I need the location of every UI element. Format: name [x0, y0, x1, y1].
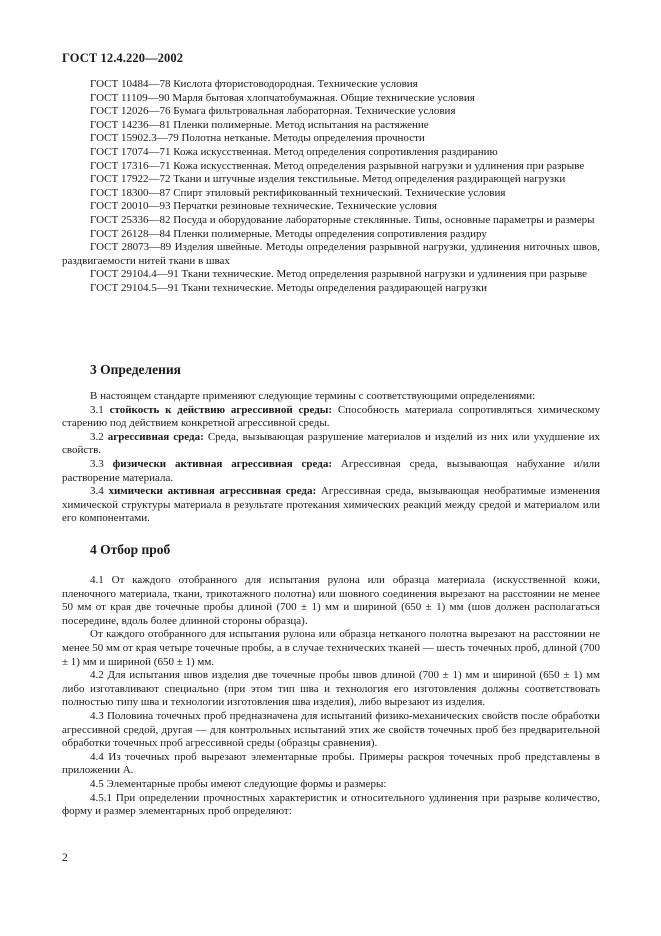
document-header: ГОСТ 12.4.220—2002: [62, 51, 184, 65]
definition-3-3: 3.3 физически активная агрессивная среда: Агрессивная среда, вызывающая набухание и/или растворение материала.: [62, 457, 601, 484]
paragraph-4-5: 4.5 Элементарные пробы имеют следующие формы и размеры:: [90, 777, 387, 790]
reference-item: ГОСТ 10484—78 Кислота фтористоводородная. Технические условия: [90, 78, 418, 90]
page-number: 2: [62, 852, 68, 864]
reference-item: ГОСТ 29104.4—91 Ткани технические. Метод определения разрывной нагрузки и удлинения при разрыве: [90, 268, 587, 281]
definition-term: физически активная агрессивная среда:: [112, 457, 333, 470]
reference-item: ГОСТ 29104.5—91 Ткани технические. Методы определения раздирающей нагрузки: [90, 281, 487, 294]
section-3-body: [62, 390, 600, 526]
reference-item: ГОСТ 18300—87 Спирт этиловый ректификованный технический. Технические условия: [90, 186, 506, 199]
normative-references-list: [62, 78, 600, 296]
reference-item: ГОСТ 15902.3—79 Полотна нетканые. Методы определения прочности: [90, 132, 425, 145]
reference-item: ГОСТ 17074—71 Кожа искусственная. Метод определения сопротивления раздиранию: [90, 145, 498, 158]
paragraph-4-4: 4.4 Из точечных проб вырезают элементарные пробы. Примеры раскроя точечных проб представлены в приложении А.: [62, 750, 600, 777]
reference-item: ГОСТ 25336—82 Посуда и оборудование лабораторные стеклянные. Типы, основные параметры и размеры: [90, 213, 595, 226]
paragraph-4-1: 4.1 От каждого отобранного для испытания рулона или образца материала (искусственной кожи, пленочного материала, ткани, трикотажного полотна) или шовного соединения вырезают на расстоянии не менее 50 мм от края две точечные пробы длиной (700 ± 1) мм и шириной (650 ± 1) мм (шов должен располагаться посередине, вдоль более длинной стороны образца).: [62, 574, 600, 627]
reference-item: ГОСТ 28073—89 Изделия швейные. Методы определения разрывной нагрузки, удлинения ниточных швов, раздвигаемости нитей ткани в швах: [62, 241, 600, 267]
reference-item: ГОСТ 17922—72 Ткани и штучные изделия текстильные. Метод определения раздирающей нагрузки: [90, 173, 566, 186]
paragraph-4-1-cont: От каждого отобранного для испытания рулона или образца нетканого полотна вырезают на расстоянии не менее 50 мм от края четыре точечные пробы, а в случае технических тканей — шесть точечных проб, длиной (700 ± 1) мм и шириной (650 ± 1) мм.: [62, 628, 600, 668]
definition-term: агрессивная среда:: [107, 430, 204, 443]
paragraph-4-2: 4.2 Для испытания швов изделия две точечные пробы швов длиной (700 ± 1) мм и шириной (650 ± 1) мм либо изготавливают специально (при этом тип шва и технология его изготовления должны соответствовать полностью типу шва и технологии изготовления шва изделия), либо вырезают из изделия.: [62, 669, 600, 709]
paragraph-4-3: 4.3 Половина точечных проб предназначена для испытаний физико-механических свойств после обработки агрессивной средой, другая — для контрольных испытаний этих же свойств точечных проб без предварительной обработки точечных проб агрессивной среды (образцы сравнения).: [62, 709, 600, 750]
reference-item: ГОСТ 14236—81 Пленки полимерные. Метод испытания на растяжение: [90, 118, 429, 131]
section-4-heading: 4 Отбор проб: [90, 542, 171, 557]
definition-3-2: 3.2 агрессивная среда: Среда, вызывающая разрушение материалов и изделий из них или ухудшение их свойств.: [62, 430, 601, 457]
reference-item: ГОСТ 11109—90 Марля бытовая хлопчатобумажная. Общие технические условия: [90, 91, 475, 104]
definition-3-4: 3.4 химически активная агрессивная среда: Агрессивная среда, вызывающая необратимые изменения химической структуры материала в результате протекания химических реакций между средой и материалом или его компонентами.: [62, 485, 601, 525]
paragraph-4-5-1: 4.5.1 При определении прочностных характеристик и относительного удлинения при разрыве количество, форму и размер элементарных проб определяют:: [62, 791, 600, 818]
reference-item: ГОСТ 26128—84 Пленки полимерные. Методы определения сопротивления раздиру: [90, 227, 487, 240]
definition-3-1: 3.1 стойкость к действию агрессивной среды: Способность материала сопротивляться химическому старению под действием конкретной агрессивной среды.: [62, 403, 601, 430]
definition-term: химически активная агрессивная среда:: [108, 485, 317, 498]
reference-item: ГОСТ 20010—93 Перчатки резиновые технические. Технические условия: [90, 200, 437, 213]
definition-term: стойкость к действию агрессивной среды:: [109, 403, 333, 416]
section-3-heading: 3 Определения: [90, 362, 181, 377]
reference-item: ГОСТ 12026—76 Бумага фильтровальная лабораторная. Технические условия: [90, 105, 456, 118]
section-4-body: [62, 574, 600, 819]
definitions-intro: В настоящем стандарте применяют следующие термины с соответствующими определениями:: [90, 390, 536, 402]
reference-item: ГОСТ 17316—71 Кожа искусственная. Метод определения разрывной нагрузки и удлинения при разрыве: [90, 159, 585, 172]
